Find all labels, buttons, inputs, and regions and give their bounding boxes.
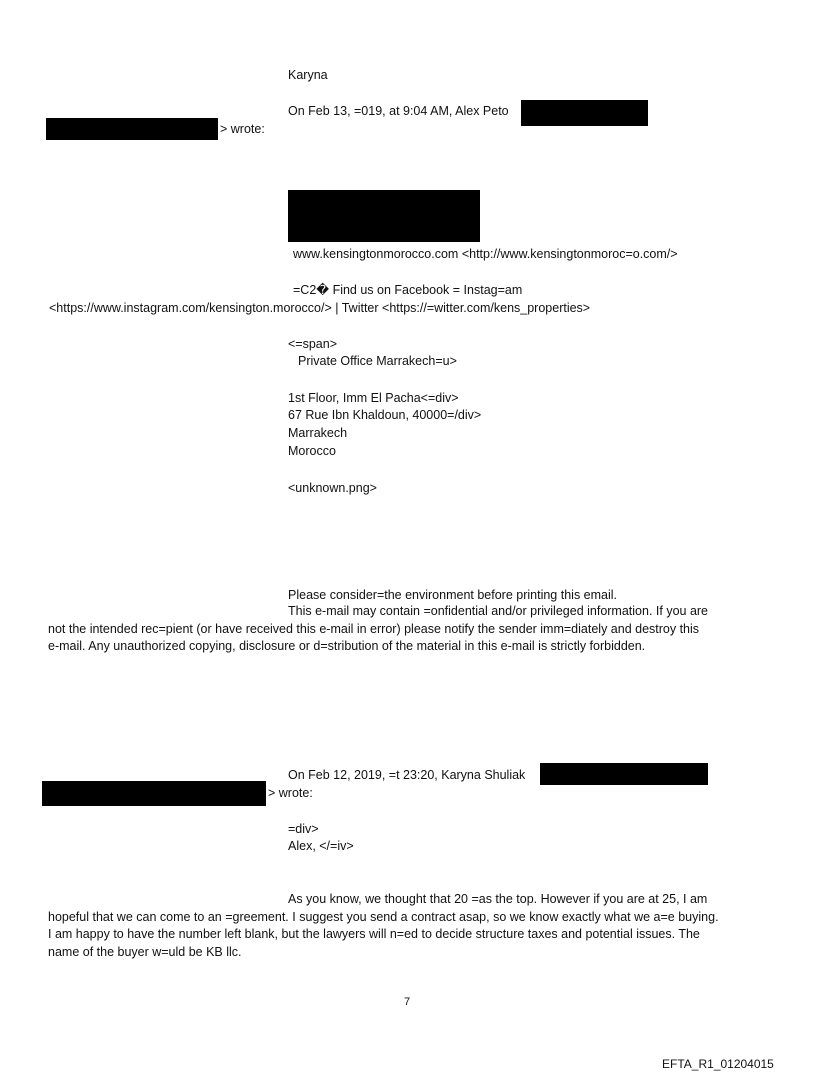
image-placeholder: <unknown.png> <box>288 481 377 495</box>
redaction-box <box>46 118 218 140</box>
redaction-box <box>42 781 266 806</box>
div-tag: =div> <box>288 822 319 836</box>
body-line: name of the buyer w=uld be KB llc. <box>48 944 242 959</box>
social-line-1: =C2� Find us on Facebook = Instag=am <box>293 283 523 297</box>
body-line: hopeful that we can come to an =greement. I suggest you send a contract asap, so we know exactly what we a=e buying. <box>48 909 719 924</box>
reply2-wrote: > wrote: <box>268 786 313 800</box>
redaction-box <box>540 763 708 785</box>
address-line: 1st Floor, Imm El Pacha<=div> <box>288 391 459 405</box>
reply2-header: On Feb 12, 2019, =t 23:20, Karyna Shuliak <box>288 768 526 782</box>
redaction-box <box>521 100 648 126</box>
social-line-2[interactable]: <https://www.instagram.com/kensington.morocco/> | Twitter <https://=witter.com/kens_properties> <box>49 301 591 315</box>
reply1-wrote: > wrote: <box>220 122 265 136</box>
body-line: I am happy to have the number left blank, but the lawyers will n=ed to decide structure taxes and potential issues. The <box>48 927 700 941</box>
message-body <box>48 891 719 961</box>
website-link[interactable]: www.kensingtonmorocco.com <http://www.kensingtonmoroc=o.com/> <box>293 247 678 261</box>
environment-note: Please consider=the environment before printing this email. <box>288 588 618 602</box>
address-line: Morocco <box>288 444 336 458</box>
address-line: 67 Rue Ibn Khaldoun, 40000=/div> <box>288 408 482 422</box>
reply1-header: On Feb 13, =019, at 9:04 AM, Alex Peto <box>288 104 509 118</box>
disclaimer-line: e-mail. Any unauthorized copying, disclosure or d=stribution of the material in this e-mail is strictly forbidden. <box>48 639 646 653</box>
disclaimer <box>48 603 708 656</box>
disclaimer-line: not the intended rec=pient (or have received this e-mail in error) please notify the sender imm=diately and destroy this <box>48 621 700 636</box>
span-tag: <=span> <box>288 337 338 351</box>
redaction-box <box>288 190 480 242</box>
body-line: As you know, we thought that 20 =as the top. However if you are at 25, I am <box>288 892 708 906</box>
greeting: Alex, </=iv> <box>288 839 354 853</box>
office-name: Private Office Marrakech=u> <box>298 354 457 368</box>
address-line: Marrakech <box>288 426 348 440</box>
disclaimer-line: This e-mail may contain =onfidential and/or privileged information. If you are <box>288 604 709 618</box>
document-id: EFTA_R1_01204015 <box>662 1057 774 1071</box>
page-number: 7 <box>404 996 411 1008</box>
signoff-name: Karyna <box>288 68 328 82</box>
